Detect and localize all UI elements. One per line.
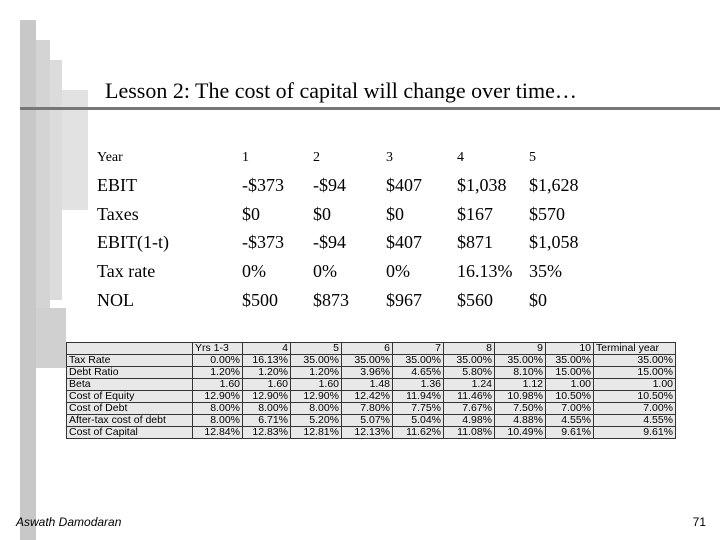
decorative-bar	[36, 308, 66, 368]
table-row	[67, 415, 676, 427]
slide-title: Lesson 2: The cost of capital will change over time…	[105, 78, 577, 103]
row-value: $0	[386, 204, 404, 224]
row-value: -$94	[313, 175, 346, 195]
row-label: Taxes	[97, 204, 139, 224]
table-cell: 9.61%	[546, 427, 594, 439]
row-label: Beta	[67, 379, 193, 391]
row-value: $0	[242, 204, 260, 224]
table-cell: 1.60	[243, 379, 291, 391]
table-cell: 35.00%	[393, 355, 444, 367]
year-header: 4	[457, 150, 464, 165]
row-value: $1,058	[529, 232, 579, 252]
column-header: 10	[546, 343, 594, 355]
table-row	[67, 427, 676, 439]
year-header: 2	[313, 150, 320, 165]
table-cell: 8.10%	[495, 367, 546, 379]
row-value: $0	[313, 204, 331, 224]
table-cell: 9.61%	[594, 427, 676, 439]
row-value: $500	[242, 290, 278, 310]
row-label: After-tax cost of debt	[67, 415, 193, 427]
row-value: -$373	[242, 232, 284, 252]
row-value: $560	[457, 290, 493, 310]
table-cell: 1.24	[444, 379, 495, 391]
column-header: 7	[393, 343, 444, 355]
row-label: Cost of Capital	[67, 427, 193, 439]
column-header: 5	[291, 343, 342, 355]
table-row	[67, 391, 676, 403]
table-cell: 12.13%	[342, 427, 393, 439]
row-value: $407	[386, 175, 422, 195]
decorative-bar	[50, 60, 62, 300]
author-footer: Aswath Damodaran	[16, 515, 122, 529]
table-corner	[67, 343, 193, 355]
year-header: 3	[386, 150, 393, 165]
table-cell: 16.13%	[243, 355, 291, 367]
table-cell: 7.80%	[342, 403, 393, 415]
table-cell: 7.67%	[444, 403, 495, 415]
table-cell: 8.00%	[193, 403, 243, 415]
row-value: $570	[529, 204, 565, 224]
table-cell: 1.60	[291, 379, 342, 391]
table-cell: 3.96%	[342, 367, 393, 379]
table-cell: 1.00	[546, 379, 594, 391]
column-header: 8	[444, 343, 495, 355]
table-cell: 7.50%	[495, 403, 546, 415]
row-value: $1,038	[457, 175, 507, 195]
table-cell: 4.55%	[546, 415, 594, 427]
decorative-bar	[36, 40, 50, 308]
row-label: EBIT(1-t)	[97, 232, 169, 252]
year-header-label: Year	[97, 150, 123, 165]
table-cell: 0.00%	[193, 355, 243, 367]
table-cell: 4.98%	[444, 415, 495, 427]
row-label: Tax Rate	[67, 355, 193, 367]
table-cell: 1.20%	[243, 367, 291, 379]
table-cell: 10.49%	[495, 427, 546, 439]
row-label: NOL	[97, 290, 134, 310]
row-label: Cost of Debt	[67, 403, 193, 415]
table-cell: 12.90%	[193, 391, 243, 403]
table-cell: 35.00%	[291, 355, 342, 367]
table-row	[67, 355, 676, 367]
table-cell: 5.07%	[342, 415, 393, 427]
page-number: 71	[692, 515, 706, 529]
table-cell: 11.08%	[444, 427, 495, 439]
row-value: 16.13%	[457, 261, 513, 281]
row-value: -$373	[242, 175, 284, 195]
table-cell: 10.98%	[495, 391, 546, 403]
decorative-bar	[20, 20, 36, 540]
table-cell: 15.00%	[546, 367, 594, 379]
table-cell: 4.55%	[594, 415, 676, 427]
table-cell: 15.00%	[594, 367, 676, 379]
table-cell: 10.50%	[546, 391, 594, 403]
table-cell: 4.65%	[393, 367, 444, 379]
table-cell: 8.00%	[291, 403, 342, 415]
table-cell: 8.00%	[193, 415, 243, 427]
table-row	[67, 379, 676, 391]
row-value: $967	[386, 290, 422, 310]
table-cell: 35.00%	[444, 355, 495, 367]
table-cell: 35.00%	[546, 355, 594, 367]
table-cell: 1.00	[594, 379, 676, 391]
table-cell: 1.60	[193, 379, 243, 391]
table-cell: 5.04%	[393, 415, 444, 427]
decorative-sidebar	[0, 0, 100, 540]
table-cell: 11.62%	[393, 427, 444, 439]
table-cell: 8.00%	[243, 403, 291, 415]
year-header: 5	[529, 150, 536, 165]
table-cell: 12.81%	[291, 427, 342, 439]
table-cell: 1.20%	[291, 367, 342, 379]
table-cell: 5.80%	[444, 367, 495, 379]
column-header: 9	[495, 343, 546, 355]
table-header-row	[67, 343, 676, 355]
row-value: 0%	[313, 261, 337, 281]
row-value: $407	[386, 232, 422, 252]
table-cell: 1.12	[495, 379, 546, 391]
row-label: Tax rate	[97, 261, 156, 281]
row-value: $1,628	[529, 175, 579, 195]
cost-of-capital-table	[66, 342, 676, 439]
row-value: 0%	[242, 261, 266, 281]
year-header: 1	[242, 150, 249, 165]
table-cell: 7.75%	[393, 403, 444, 415]
table-cell: 11.46%	[444, 391, 495, 403]
row-label: Cost of Equity	[67, 391, 193, 403]
table-cell: 10.50%	[594, 391, 676, 403]
table-cell: 1.20%	[193, 367, 243, 379]
row-value: 0%	[386, 261, 410, 281]
table-row	[67, 367, 676, 379]
row-value: $873	[313, 290, 349, 310]
table-row	[67, 403, 676, 415]
table-cell: 35.00%	[594, 355, 676, 367]
row-label: EBIT	[97, 175, 137, 195]
table-cell: 6.71%	[243, 415, 291, 427]
column-header: 4	[243, 343, 291, 355]
row-value: $0	[529, 290, 547, 310]
title-divider	[20, 107, 720, 110]
table-cell: 7.00%	[546, 403, 594, 415]
table-cell: 7.00%	[594, 403, 676, 415]
table-cell: 12.83%	[243, 427, 291, 439]
column-header: 6	[342, 343, 393, 355]
table-cell: 1.36	[393, 379, 444, 391]
table-cell: 11.94%	[393, 391, 444, 403]
table-cell: 1.48	[342, 379, 393, 391]
row-value: $167	[457, 204, 493, 224]
table-cell: 12.42%	[342, 391, 393, 403]
table-cell: 12.90%	[243, 391, 291, 403]
row-value: 35%	[529, 261, 562, 281]
row-value: -$94	[313, 232, 346, 252]
table-cell: 12.90%	[291, 391, 342, 403]
table-cell: 35.00%	[342, 355, 393, 367]
column-header: Terminal year	[594, 343, 676, 355]
column-header: Yrs 1-3	[193, 343, 243, 355]
table-cell: 5.20%	[291, 415, 342, 427]
row-value: $871	[457, 232, 493, 252]
table-cell: 35.00%	[495, 355, 546, 367]
row-label: Debt Ratio	[67, 367, 193, 379]
table-cell: 4.88%	[495, 415, 546, 427]
table-cell: 12.84%	[193, 427, 243, 439]
